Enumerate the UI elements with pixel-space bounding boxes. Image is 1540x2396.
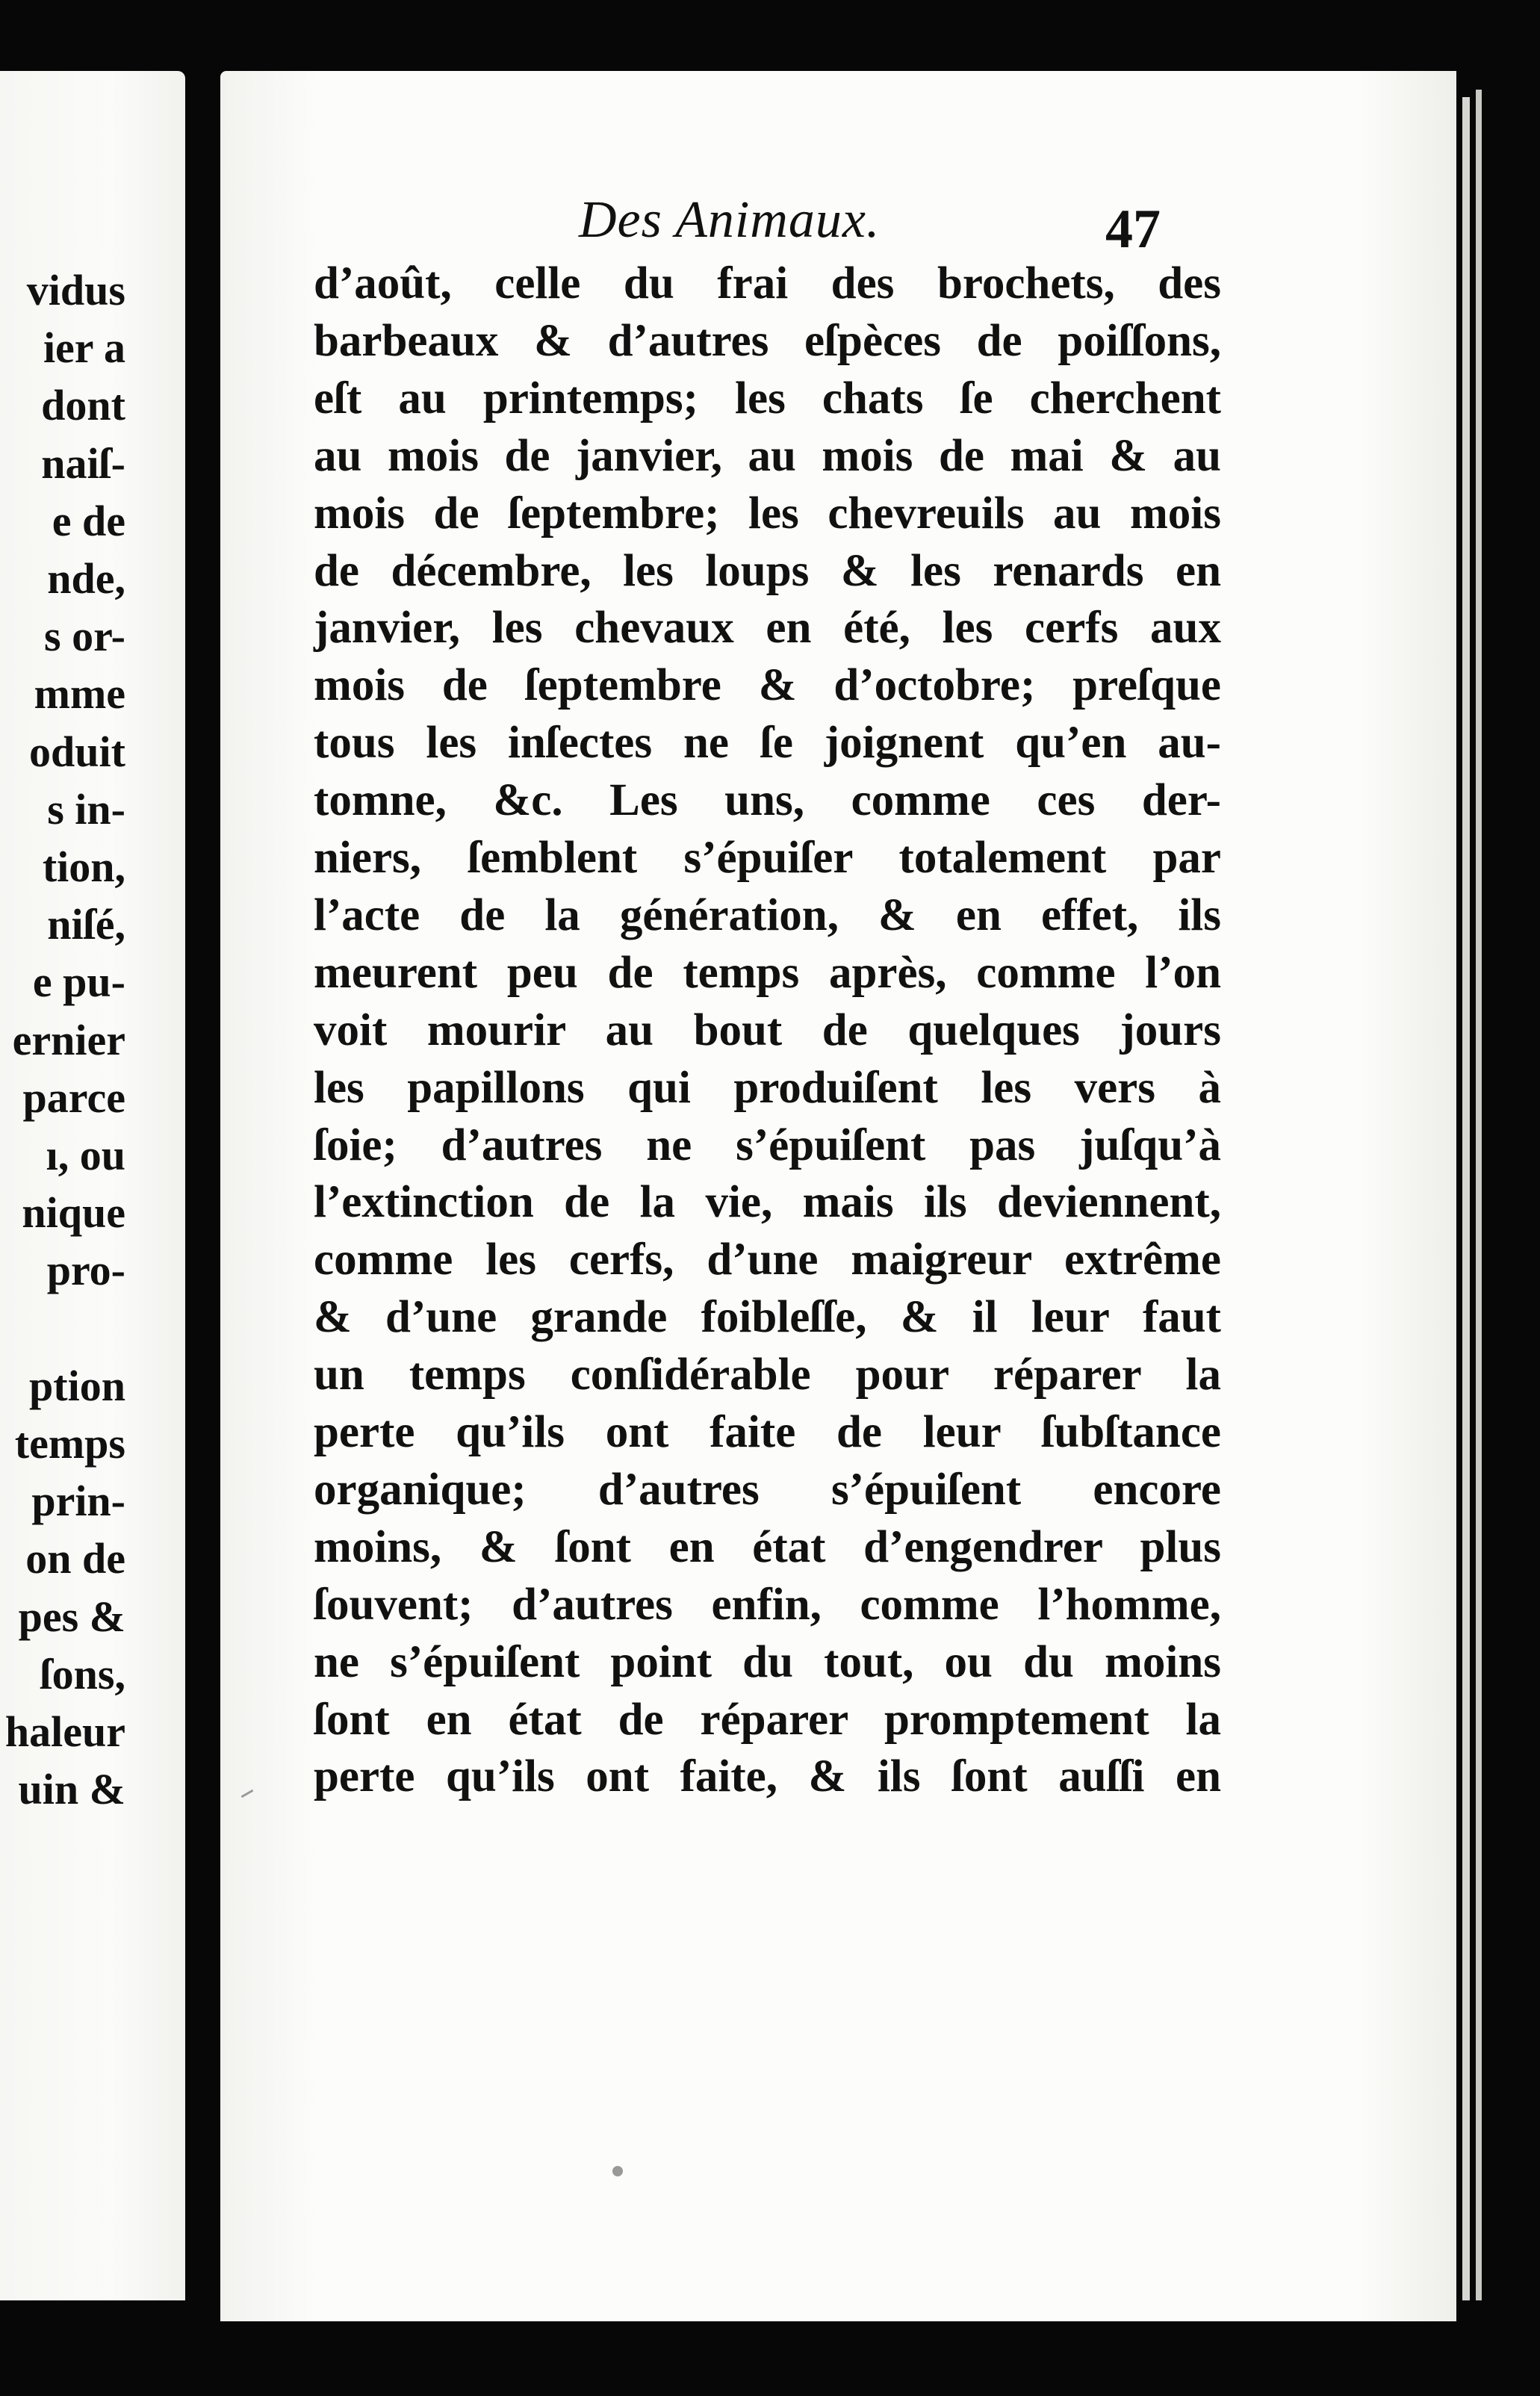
left-text-fragment: uin & <box>18 1765 125 1814</box>
left-text-fragment: s in- <box>47 784 125 834</box>
text-line: perte qu’ils ont faite, & ils ſont auſſi en <box>314 1751 1221 1802</box>
left-text-fragment: mme <box>34 669 125 719</box>
left-text-fragment: ſons, <box>40 1649 125 1698</box>
left-text-fragment: pro- <box>46 1246 125 1295</box>
left-text-fragment: vidus <box>26 266 125 314</box>
text-line: l’extinction de la vie, mais ils deviennent, <box>314 1177 1221 1228</box>
text-line: au mois de janvier, au mois de mai & au <box>314 430 1221 481</box>
text-line: ſont en état de réparer promptement la <box>314 1694 1221 1745</box>
left-text-fragment: temps <box>14 1419 125 1468</box>
text-line: mois de ſeptembre & d’octobre; preſque <box>314 660 1221 711</box>
text-line: ſouvent; d’autres enfin, comme l’homme, <box>314 1579 1221 1630</box>
running-head: Des Animaux. <box>579 191 881 249</box>
text-line: l’acte de la génération, & en effet, ils <box>314 890 1221 940</box>
text-line: meurent peu de temps après, comme l’on <box>314 947 1221 998</box>
text-line: tous les inſectes ne ſe joignent qu’en au- <box>314 718 1221 769</box>
text-line: tomne, &c. Les uns, comme ces der- <box>314 775 1221 826</box>
text-line: barbeaux & d’autres eſpèces de poiſſons, <box>314 315 1221 366</box>
left-text-fragment: on de <box>25 1534 125 1583</box>
left-text-fragment: e pu- <box>32 958 125 1007</box>
left-text-fragment: e de <box>52 496 125 545</box>
left-text-fragment: ı, ou <box>46 1131 125 1179</box>
text-line: un temps conſidérable pour réparer la <box>314 1350 1221 1400</box>
text-line: organique; d’autres s’épuiſent encore <box>314 1464 1221 1515</box>
text-line: de décembre, les loups & les renards en <box>314 545 1221 596</box>
text-line: niers, ſemblent s’épuiſer totalement par <box>314 833 1221 883</box>
text-line: les papillons qui produiſent les vers à <box>314 1062 1221 1113</box>
text-line: perte qu’ils ont faite de leur ſubſtance <box>314 1407 1221 1457</box>
text-line: moins, & ſont en état d’engendrer plus <box>314 1521 1221 1572</box>
page-edge <box>1462 97 1470 2300</box>
left-text-fragment: nde, <box>47 554 125 603</box>
left-text-fragment: nique <box>22 1188 125 1238</box>
text-line: mois de ſeptembre; les chevreuils au mois <box>314 488 1221 539</box>
left-text-fragment: haleur <box>4 1707 125 1756</box>
left-text-fragment: parce <box>22 1073 125 1122</box>
left-text-fragment: tion, <box>42 842 125 891</box>
text-line: ne s’épuiſent point du tout, ou du moins <box>314 1636 1221 1687</box>
page-number: 47 <box>1105 199 1161 260</box>
left-text-fragment: naiſ- <box>41 438 125 488</box>
left-text-fragment: prin- <box>31 1477 125 1526</box>
left-text-fragment: pes & <box>18 1592 125 1641</box>
left-text-fragment: niſé, <box>47 900 125 949</box>
left-text-fragment: dont <box>41 381 125 430</box>
left-text-fragment: s or- <box>44 612 125 661</box>
page-edge <box>1476 90 1482 2300</box>
text-line: & d’une grande foibleſſe, & il leur faut <box>314 1292 1221 1343</box>
text-line: d’août, celle du frai des brochets, des <box>314 258 1221 308</box>
text-line: janvier, les chevaux en été, les cerfs aux <box>314 603 1221 654</box>
left-text-fragment: ernier <box>12 1015 125 1064</box>
text-line: eſt au printemps; les chats ſe cherchent <box>314 373 1221 423</box>
text-line: ſoie; d’autres ne s’épuiſent pas juſqu’à <box>314 1120 1221 1170</box>
left-text-fragment: oduit <box>29 727 125 776</box>
text-line: comme les cerfs, d’une maigreur extrême <box>314 1235 1221 1285</box>
paper-speck <box>612 2166 623 2176</box>
left-text-fragment: ption <box>29 1361 125 1410</box>
text-line: voit mourir au bout de quelques jours <box>314 1005 1221 1055</box>
left-text-fragment: ier a <box>43 323 125 373</box>
